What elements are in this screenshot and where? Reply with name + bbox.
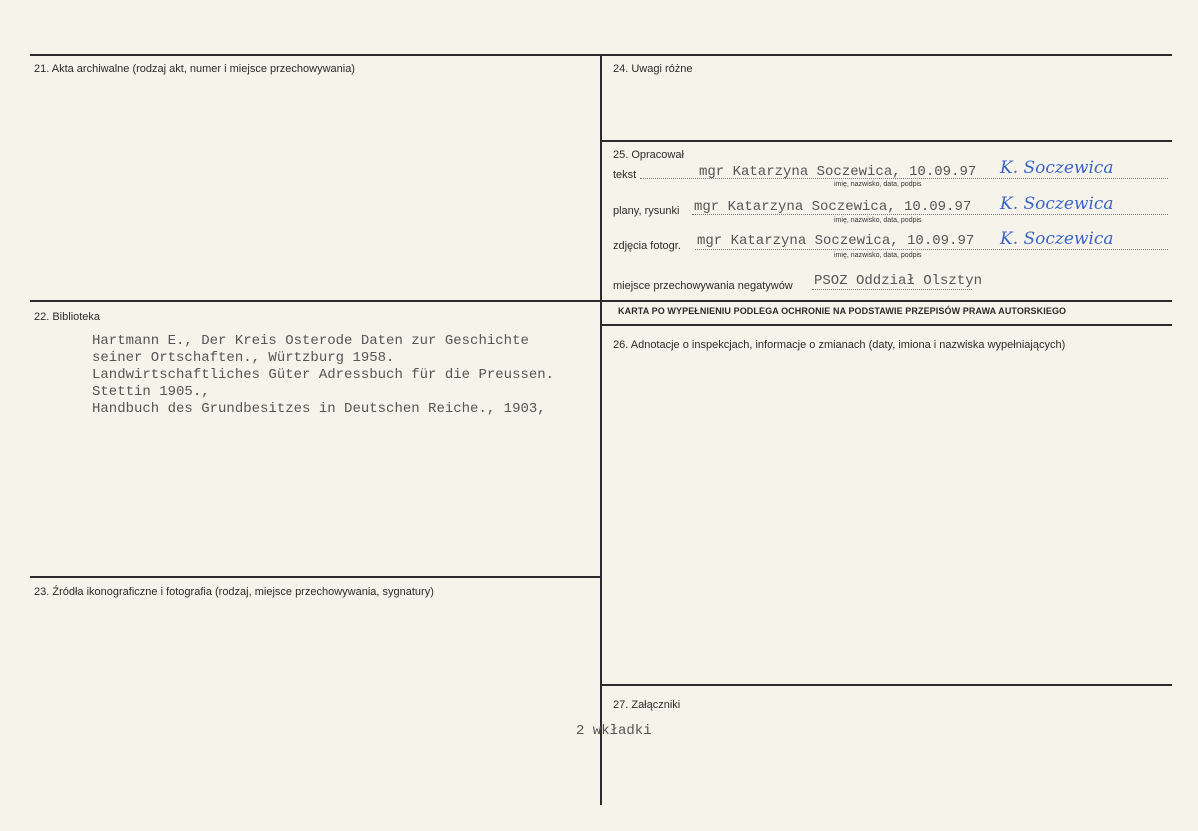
section-26-label: 26. Adnotacje o inspekcjach, informacje o zmianach (daty, imiona i nazwiska wypełniających) [613,339,1066,351]
author-row-value: mgr Katarzyna Soczewica, 10.09.97 [694,199,972,215]
section-25-label: 25. Opracował [613,149,684,161]
author-row-label: zdjęcia fotogr. [613,240,681,252]
fill-line [812,289,972,290]
bib-line: Stettin 1905., [92,384,210,400]
author-row-hint: imię, nazwisko, data, podpis [834,217,922,224]
author-row-label: tekst [613,169,637,181]
bib-line: Landwirtschaftliches Güter Adressbuch für die Preussen. [92,367,555,383]
bib-line: seiner Ortschaften., Würtzburg 1958. [92,350,395,366]
section-27-label: 27. Załączniki [613,699,681,711]
section-24-label: 24. Uwagi różne [613,63,693,75]
author-row-value: mgr Katarzyna Soczewica, 10.09.97 [699,164,977,180]
bib-line: Hartmann E., Der Kreis Osterode Daten zur Geschichte [92,333,529,349]
center-divider [600,54,602,805]
negatives-value: PSOZ Oddział Olsztyn [814,273,983,289]
author-row-label: plany, rysunki [613,205,680,217]
bib-line: Handbuch des Grundbesitzes in Deutschen Reiche., 1903, [92,401,546,417]
right-rule-27 [602,684,1172,686]
left-rule-23 [30,576,600,578]
right-rule-26a [602,300,1172,302]
fill-line [695,249,1168,250]
signature: K. Soczewica [1000,229,1114,249]
author-row-value: mgr Katarzyna Soczewica, 10.09.97 [697,233,975,249]
negatives-label: miejsce przechowywania negatywów [613,280,793,292]
copyright-notice: KARTA PO WYPEŁNIENIU PODLEGA OCHRONIE NA PODSTAWIE PRZEPISÓW PRAWA AUTORSKIEGO [618,306,1067,316]
attachments-value: 2 wkładki [576,723,652,739]
section-23-label: 23. Źródła ikonograficzne i fotografia (rodzaj, miejsce przechowywania, sygnatury) [34,586,434,598]
section-22-label: 22. Biblioteka [34,311,101,323]
section-21-label: 21. Akta archiwalne (rodzaj akt, numer i miejsce przechowywania) [34,63,355,75]
author-row-hint: imię, nazwisko, data, podpis [834,252,922,259]
author-row-hint: imię, nazwisko, data, podpis [834,181,922,188]
signature: K. Soczewica [1000,194,1114,214]
right-rule-26b [602,324,1172,326]
signature: K. Soczewica [1000,158,1114,178]
left-rule-22 [30,300,600,302]
right-rule-25 [602,140,1172,142]
